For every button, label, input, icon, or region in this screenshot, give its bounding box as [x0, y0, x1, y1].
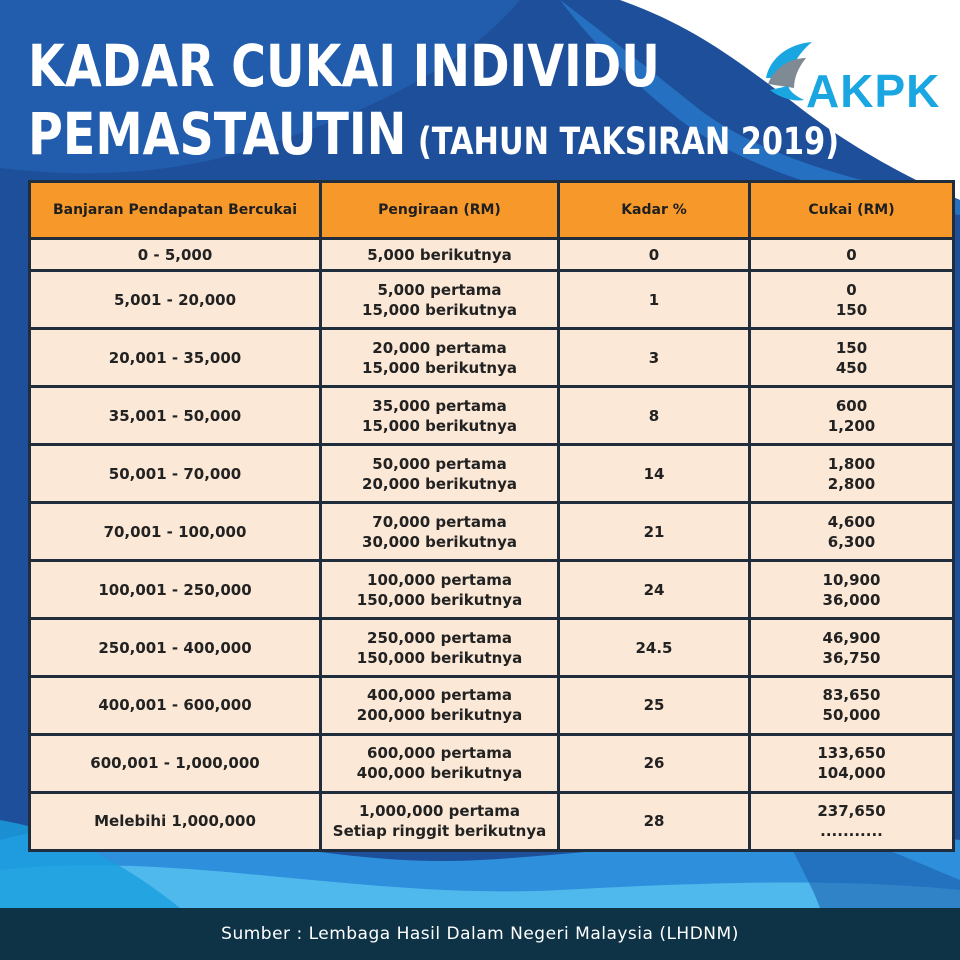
cell-calculation-line: 15,000 berikutnya: [362, 358, 517, 377]
cell-range: [30, 329, 321, 387]
cell-tax: [750, 503, 954, 561]
cell-rate-line: 25: [643, 696, 665, 715]
cell-calculation-line: 150,000 berikutnya: [356, 648, 523, 667]
cell-calculation-line: 20,000 berikutnya: [362, 474, 517, 493]
cell-calculation: [321, 676, 559, 734]
cell-rate: [559, 329, 750, 387]
tax-rate-table: [28, 180, 955, 852]
cell-range: [30, 561, 321, 619]
cell-range: [30, 387, 321, 445]
cell-tax: [750, 387, 954, 445]
cell-range-line: 50,001 - 70,000: [108, 464, 242, 483]
cell-tax-line: 83,650: [822, 686, 881, 705]
table-row: [30, 239, 954, 271]
cell-range: [30, 676, 321, 734]
cell-tax-line: 50,000: [822, 706, 881, 725]
cell-tax-line: 133,650: [817, 744, 886, 763]
cell-calculation: [321, 503, 559, 561]
cell-tax-line: 104,000: [817, 764, 886, 783]
cell-rate: [559, 387, 750, 445]
cell-tax: [750, 445, 954, 503]
cell-tax-line: 4,600: [827, 512, 876, 531]
cell-rate: [559, 792, 750, 850]
table-row: [30, 561, 954, 619]
cell-tax: [750, 676, 954, 734]
cell-calculation-line: 15,000 berikutnya: [362, 416, 517, 435]
cell-tax-line: 36,750: [822, 648, 881, 667]
column-header-calculation: Pengiraan (RM): [321, 182, 559, 239]
table-row: [30, 734, 954, 792]
cell-rate-line: 8: [648, 406, 660, 425]
cell-rate-line: 26: [643, 754, 665, 773]
cell-range-line: 20,001 - 35,000: [108, 348, 242, 367]
cell-calculation-line: 250,000 pertama: [367, 628, 512, 647]
table-row: [30, 387, 954, 445]
cell-tax-line: 237,650: [817, 802, 886, 821]
cell-rate: [559, 239, 750, 271]
cell-rate: [559, 445, 750, 503]
cell-rate-line: 24.5: [635, 638, 673, 657]
table-row: [30, 329, 954, 387]
cell-range-line: Melebihi 1,000,000: [94, 812, 256, 831]
cell-tax-line: ...........: [820, 822, 883, 841]
cell-tax: [750, 561, 954, 619]
cell-calculation: [321, 387, 559, 445]
title-line-2: [28, 100, 839, 168]
cell-tax-line: 0: [846, 280, 857, 299]
cell-tax-line: 6,300: [827, 532, 876, 551]
cell-range-line: 100,001 - 250,000: [98, 580, 252, 599]
cell-tax-line: 1,800: [827, 454, 876, 473]
title-line-1: KADAR CUKAI INDIVIDU: [28, 32, 660, 100]
cell-rate-line: 21: [643, 522, 665, 541]
cell-tax: [750, 619, 954, 677]
cell-tax: [750, 329, 954, 387]
cell-tax-line: 10,900: [822, 570, 881, 589]
footer-source: Sumber : Lembaga Hasil Dalam Negeri Malaysia (LHDNM): [0, 908, 960, 960]
cell-tax-line: 0: [846, 245, 857, 264]
cell-range: [30, 503, 321, 561]
cell-calculation-line: 1,000,000 pertama: [358, 802, 521, 821]
cell-calculation: [321, 734, 559, 792]
title-main: PEMASTAUTIN: [28, 100, 407, 168]
column-header-range: Banjaran Pendapatan Bercukai: [30, 182, 321, 239]
cell-rate: [559, 271, 750, 329]
table-row: [30, 271, 954, 329]
cell-range-line: 250,001 - 400,000: [98, 638, 252, 657]
cell-range: [30, 271, 321, 329]
cell-calculation-line: 15,000 berikutnya: [362, 300, 517, 319]
cell-tax-line: 2,800: [827, 474, 876, 493]
cell-calculation-line: 50,000 pertama: [372, 454, 507, 473]
cell-range-line: 5,001 - 20,000: [114, 290, 236, 309]
cell-calculation-line: Setiap ringgit berikutnya: [332, 822, 547, 841]
cell-tax: [750, 734, 954, 792]
cell-calculation-line: 5,000 berikutnya: [367, 245, 512, 264]
cell-rate-line: 1: [648, 290, 660, 309]
column-header-tax: Cukai (RM): [750, 182, 954, 239]
cell-tax-line: 150: [835, 300, 868, 319]
cell-range-line: 70,001 - 100,000: [103, 522, 247, 541]
cell-range-line: 600,001 - 1,000,000: [90, 754, 260, 773]
cell-range: [30, 792, 321, 850]
cell-rate: [559, 676, 750, 734]
cell-calculation-line: 100,000 pertama: [367, 570, 512, 589]
cell-tax-line: 36,000: [822, 590, 881, 609]
cell-range-line: 35,001 - 50,000: [108, 406, 242, 425]
cell-range: [30, 239, 321, 271]
cell-calculation: [321, 239, 559, 271]
cell-calculation: [321, 561, 559, 619]
cell-tax-line: 150: [835, 338, 868, 357]
cell-rate: [559, 619, 750, 677]
cell-calculation-line: 35,000 pertama: [372, 396, 507, 415]
cell-tax-line: 450: [835, 358, 868, 377]
table-row: [30, 619, 954, 677]
cell-calculation-line: 400,000 pertama: [367, 686, 512, 705]
cell-calculation-line: 400,000 berikutnya: [356, 764, 523, 783]
cell-calculation-line: 600,000 pertama: [367, 744, 512, 763]
cell-range-line: 400,001 - 600,000: [98, 696, 252, 715]
cell-range-line: 0 - 5,000: [137, 245, 213, 264]
cell-tax-line: 46,900: [822, 628, 881, 647]
cell-calculation: [321, 792, 559, 850]
title-subtitle: (TAHUN TAKSIRAN 2019): [417, 120, 840, 163]
cell-calculation: [321, 271, 559, 329]
cell-tax: [750, 792, 954, 850]
table-header-row: [30, 182, 954, 239]
cell-rate-line: 14: [643, 464, 665, 483]
cell-rate-line: 0: [648, 245, 660, 264]
cell-calculation: [321, 619, 559, 677]
table-row: [30, 792, 954, 850]
cell-rate: [559, 561, 750, 619]
table-row: [30, 676, 954, 734]
cell-calculation: [321, 329, 559, 387]
logo-text: AKPK: [806, 65, 941, 117]
column-header-rate: Kadar %: [559, 182, 750, 239]
cell-range: [30, 734, 321, 792]
cell-calculation-line: 30,000 berikutnya: [362, 532, 517, 551]
cell-range: [30, 445, 321, 503]
cell-rate: [559, 503, 750, 561]
cell-calculation: [321, 445, 559, 503]
cell-rate: [559, 734, 750, 792]
cell-calculation-line: 200,000 berikutnya: [356, 706, 523, 725]
table-row: [30, 445, 954, 503]
cell-calculation-line: 150,000 berikutnya: [356, 590, 523, 609]
cell-tax-line: 1,200: [827, 416, 876, 435]
cell-calculation-line: 20,000 pertama: [372, 338, 507, 357]
cell-range: [30, 619, 321, 677]
cell-rate-line: 24: [643, 580, 665, 599]
cell-calculation-line: 70,000 pertama: [372, 512, 507, 531]
table-row: [30, 503, 954, 561]
cell-tax-line: 600: [835, 396, 868, 415]
cell-rate-line: 28: [643, 812, 665, 831]
table-body: [30, 239, 954, 851]
cell-tax: [750, 239, 954, 271]
cell-calculation-line: 5,000 pertama: [377, 280, 502, 299]
cell-rate-line: 3: [648, 348, 660, 367]
cell-tax: [750, 271, 954, 329]
